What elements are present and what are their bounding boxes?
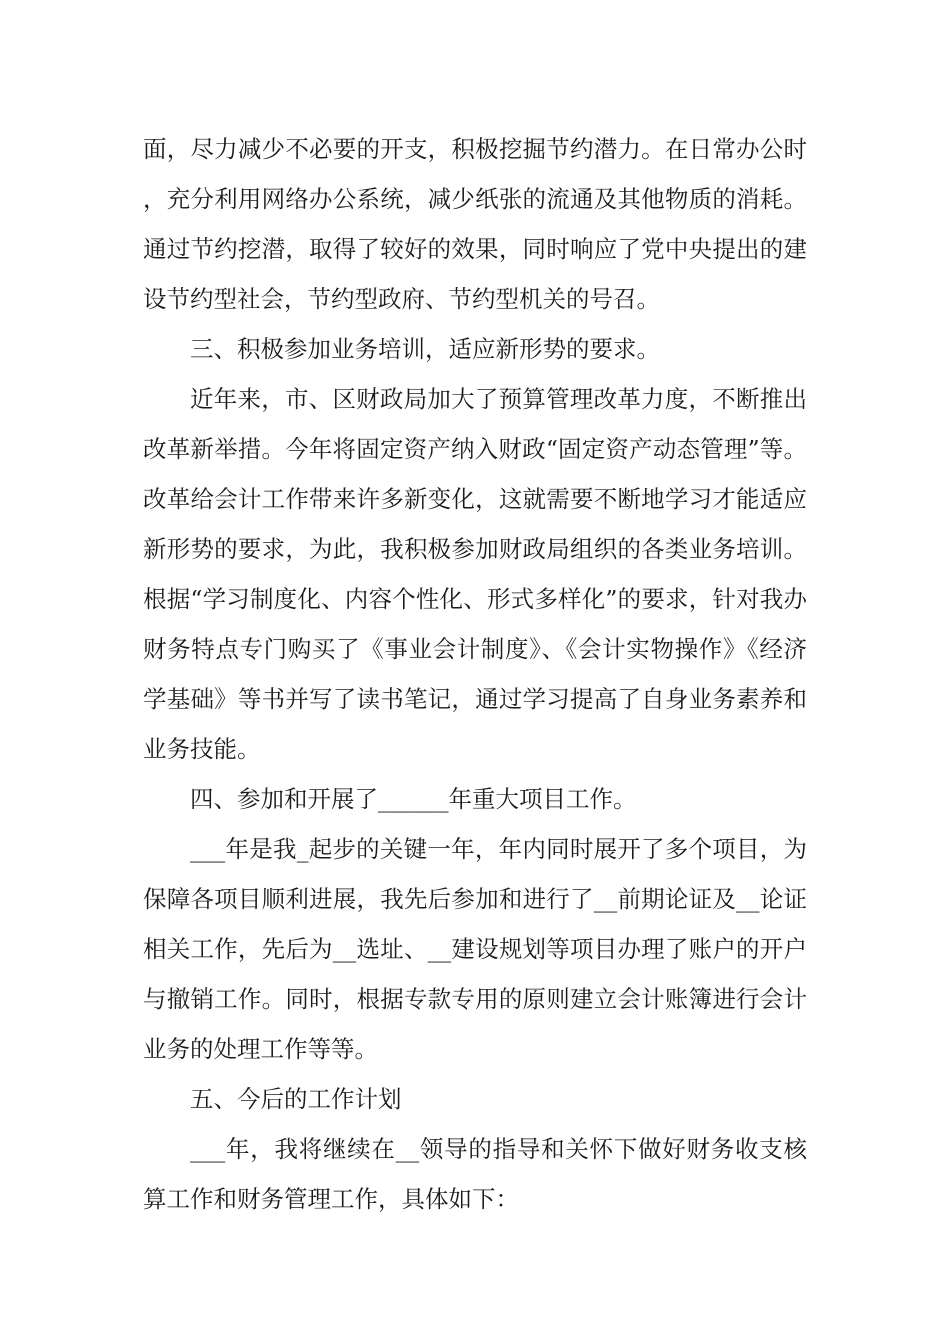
paragraph-plan: ___年，我将继续在__领导的指导和关怀下做好财务收支核算工作和财务管理工作，具体如下： — [143, 1135, 807, 1213]
paragraph-training: 近年来，市、区财政局加大了预算管理改革力度，不断推出改革新举措。今年将固定资产纳入财政“固定资产动态管理”等。改革给会计工作带来许多新变化，这就需要不断地学习才能适应新形势的要求，为此，我积极参加财政局组织的各类业务培训。根据“学习制度化、内容个性化、形式多样化”的要求，针对我办财务特点专门购买了《事业会计制度》、《会计实物操作》《经济学基础》等书并写了读书笔记，通过学习提高了自身业务素养和业务技能。 — [143, 385, 807, 763]
document-body — [143, 124, 807, 1224]
section-heading-3: 三、积极参加业务培训，适应新形势的要求。 — [190, 335, 660, 363]
paragraph-projects: ___年是我_起步的关键一年，年内同时展开了多个项目，为保障各项目顺利进展，我先后参加和进行了__前期论证及__论证相关工作，先后为__选址、__建设规划等项目办理了账户的开户与撤销工作。同时，根据专款专用的原则建立会计账簿进行会计业务的处理工作等等。 — [143, 835, 807, 1063]
section-heading-4: 四、参加和开展了______年重大项目工作。 — [190, 785, 637, 813]
section-heading-5: 五、今后的工作计划 — [190, 1085, 402, 1113]
paragraph-continuation: 面，尽力减少不必要的开支，积极挖掘节约潜力。在日常办公时，充分利用网络办公系统，减少纸张的流通及其他物质的消耗。通过节约挖潜，取得了较好的效果，同时响应了党中央提出的建设节约型社会，节约型政府、节约型机关的号召。 — [143, 135, 807, 313]
